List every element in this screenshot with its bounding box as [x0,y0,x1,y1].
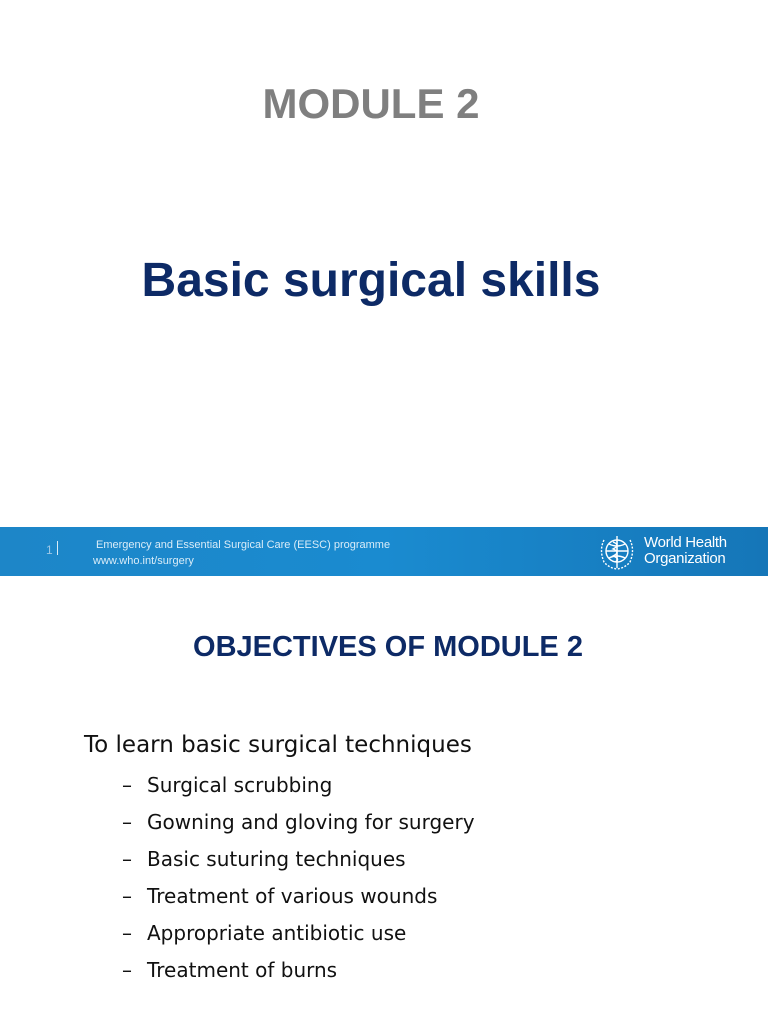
who-emblem-icon [595,530,639,574]
objectives-list [122,772,475,994]
list-item: – Basic suturing techniques [122,847,406,871]
list-item: – Treatment of various wounds [122,884,438,908]
bullet-dash: – [122,773,132,797]
list-item: – Surgical scrubbing [122,773,333,797]
organization-name-line1: World Health [644,534,727,551]
bullet-dash: – [122,810,132,834]
page-number-separator [57,541,58,555]
programme-url: www.who.int/surgery [93,555,194,567]
bullet-dash: – [122,958,132,982]
bullet-dash: – [122,884,132,908]
organization-name [644,535,754,567]
list-item: – Gowning and gloving for surgery [122,810,475,834]
page-number: 1 [46,543,53,557]
footer-bar [0,527,768,576]
objectives-slide [0,576,768,1024]
organization-name-line2: Organization [644,550,726,567]
programme-name: Emergency and Essential Surgical Care (EESC) programme [96,539,391,551]
module-label: MODULE 2 [262,80,480,127]
bullet-dash: – [122,847,132,871]
bullet-dash: – [122,921,132,945]
objectives-title: OBJECTIVES OF MODULE 2 [193,631,583,663]
list-item: – Treatment of burns [122,958,338,982]
objectives-intro: To learn basic surgical techniques [84,732,472,758]
slide-title: Basic surgical skills [141,254,601,307]
list-item: – Appropriate antibiotic use [122,921,407,945]
